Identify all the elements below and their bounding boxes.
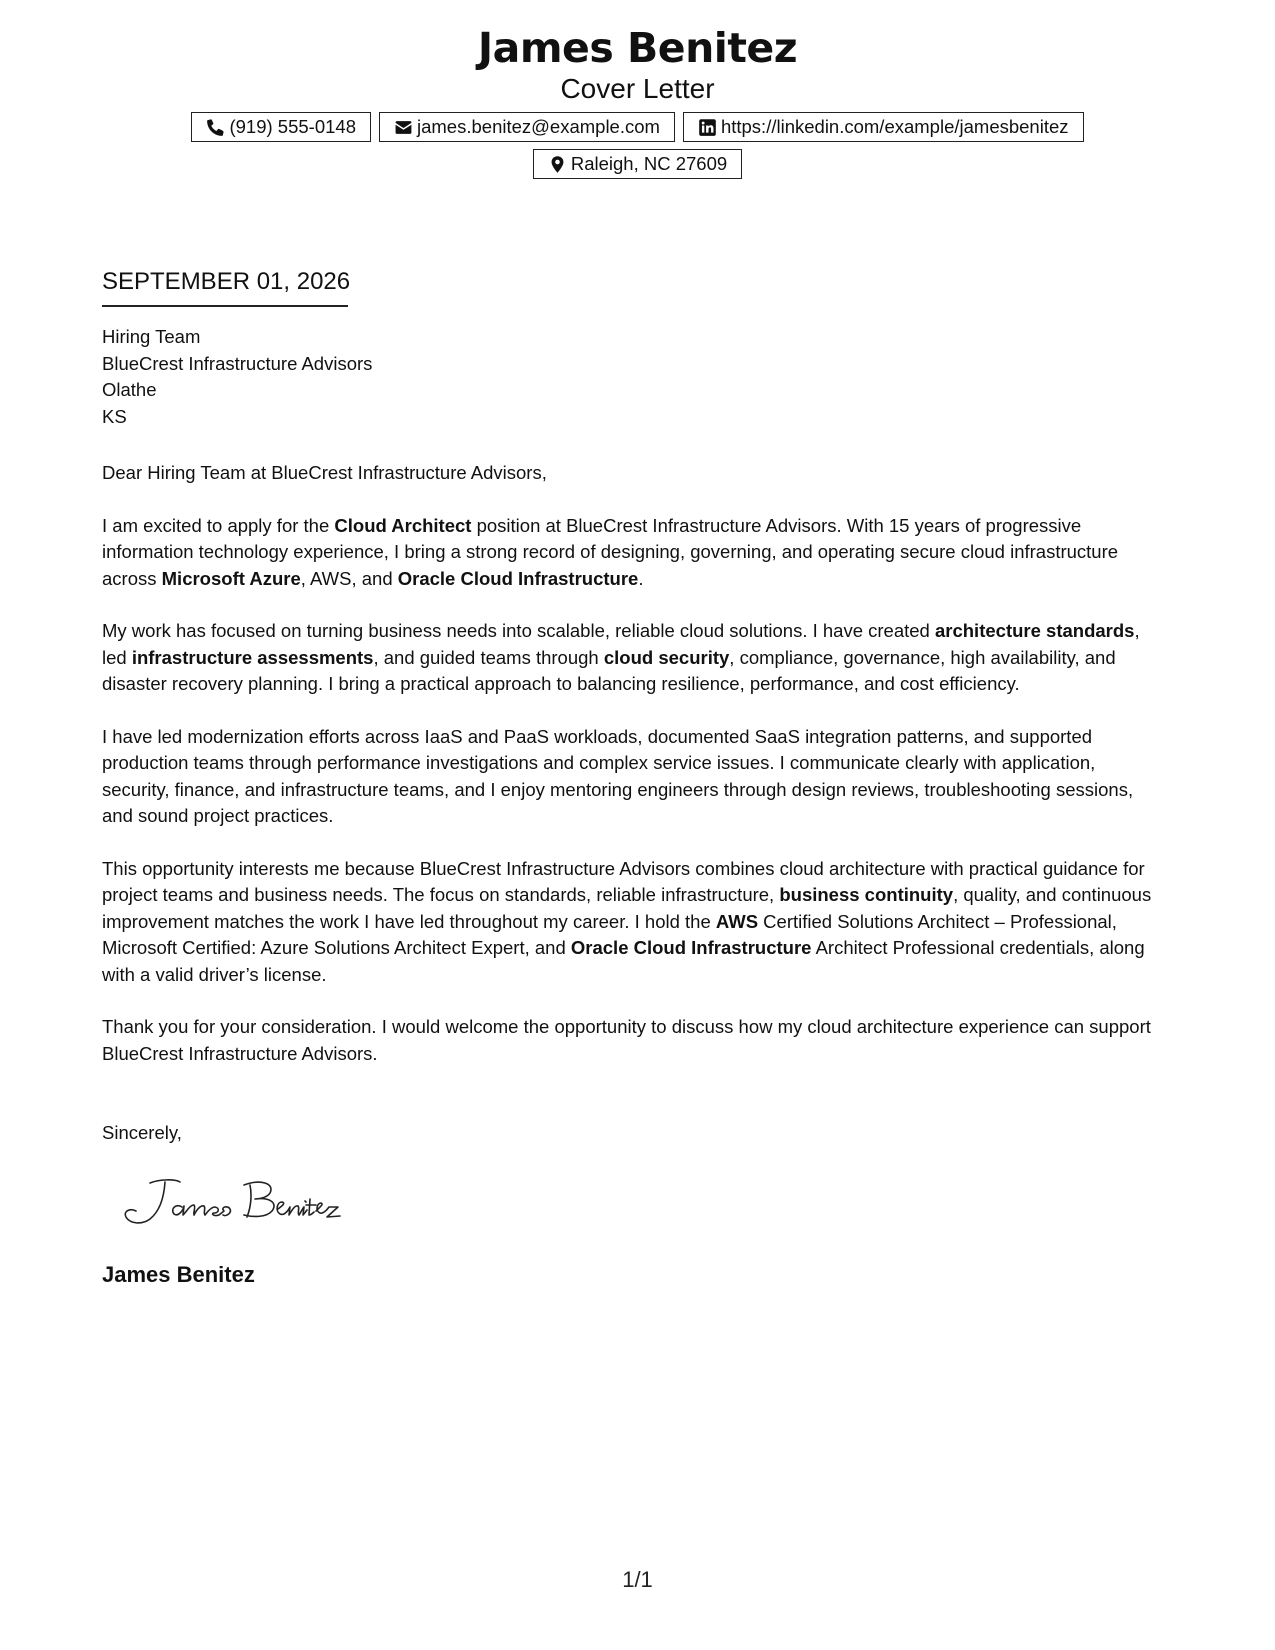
text-run: , quality, and continuous improvement matches the work I have led throughout my career. I hold the — [102, 884, 1152, 932]
paragraph-modernization: I have led modernization efforts across IaaS and PaaS workloads, documented SaaS integration patterns, and supported production teams through performance investigations and complex service issues. I communicate clearly with application, security, finance, and infrastructure teams, and I enjoy mentoring engineers through design reviews, troubleshooting sessions, and sound project practices. — [102, 725, 1134, 826]
email-text: james.benitez@example.com — [417, 116, 660, 137]
recipient-line: KS — [102, 405, 127, 427]
handwritten-signature — [120, 1175, 350, 1230]
bold-run: infrastructure assessments — [131, 646, 374, 668]
text-run: , led — [102, 620, 1140, 668]
text-run: I am excited to apply for the — [102, 514, 335, 536]
letter-header — [0, 22, 1275, 179]
letter-date: SEPTEMBER 01, 2026 — [102, 268, 351, 295]
text-run: My work has focused on turning business needs into scalable, reliable cloud solutions. I have created — [102, 620, 935, 641]
location-chip — [533, 149, 742, 179]
recipient-line: BlueCrest Infrastructure Advisors — [102, 352, 373, 374]
bold-run: AWS — [715, 910, 759, 932]
phone-icon — [206, 118, 225, 137]
phone-chip — [191, 112, 371, 142]
document-type: Cover Letter — [560, 73, 715, 104]
contact-row — [0, 112, 1275, 142]
linkedin-chip[interactable] — [683, 112, 1084, 142]
applicant-name: James Benitez — [477, 24, 798, 72]
letter-body — [102, 460, 1167, 1093]
bold-run: Microsoft Azure — [161, 567, 301, 589]
text-run: This opportunity interests me because BlueCrest Infrastructure Advisors combines cloud architecture with practical guidance for project teams and business needs. The focus on standards, reliable infrastructure, — [102, 857, 1145, 905]
bold-run: Oracle Cloud Infrastructure — [570, 937, 812, 958]
closing: Sincerely, — [102, 1122, 182, 1143]
bold-run: Oracle Cloud Infrastructure — [397, 567, 639, 589]
paragraph-experience — [102, 618, 1167, 698]
location-text: Raleigh, NC 27609 — [570, 153, 728, 174]
bold-run: Cloud Architect — [334, 514, 472, 536]
paragraph-intro — [102, 513, 1167, 593]
recipient-address — [102, 324, 372, 430]
text-run: , AWS, and — [300, 567, 398, 589]
paragraph-thanks: Thank you for your consideration. I would welcome the opportunity to discuss how my cloud architecture experience can support BlueCrest Infrastructure Advisors. — [102, 1016, 1151, 1064]
date-underline — [102, 305, 348, 307]
bold-run: cloud security — [603, 646, 730, 668]
phone-text: (919) 555-0148 — [229, 116, 356, 137]
page-number: 1/1 — [622, 1567, 653, 1592]
salutation: Dear Hiring Team at BlueCrest Infrastructure Advisors, — [102, 462, 547, 483]
bold-run: architecture standards — [934, 620, 1135, 641]
text-run: , compliance, governance, high availability, and disaster recovery planning. I bring a practical approach to balancing resilience, performance, and cost efficiency. — [102, 646, 1116, 694]
text-run: position at BlueCrest Infrastructure Advisors. With 15 years of progressive information technology experience, I bring a strong record of designing, governing, and operating secure cloud infrastructure across — [102, 514, 1119, 589]
text-run: , and guided teams through — [373, 646, 604, 668]
text-run: . — [638, 567, 644, 589]
text-run: Certified Solutions Architect – Professional, Microsoft Certified: Azure Solutions Architect Expert, and — [102, 910, 1117, 958]
linkedin-icon — [698, 118, 717, 137]
paragraph-opportunity — [102, 856, 1167, 989]
envelope-icon — [394, 118, 413, 137]
recipient-line: Olathe — [102, 379, 157, 400]
bold-run: business continuity — [779, 884, 954, 905]
linkedin-text: https://linkedin.com/example/jamesbenitez — [720, 116, 1069, 137]
text-run: Architect Professional credentials, along with a valid driver’s license. — [102, 937, 1145, 985]
email-chip[interactable] — [379, 112, 675, 142]
contact-row — [0, 149, 1275, 179]
signer-name: James Benitez — [102, 1262, 255, 1287]
map-pin-icon — [548, 155, 567, 174]
recipient-line: Hiring Team — [102, 326, 201, 347]
